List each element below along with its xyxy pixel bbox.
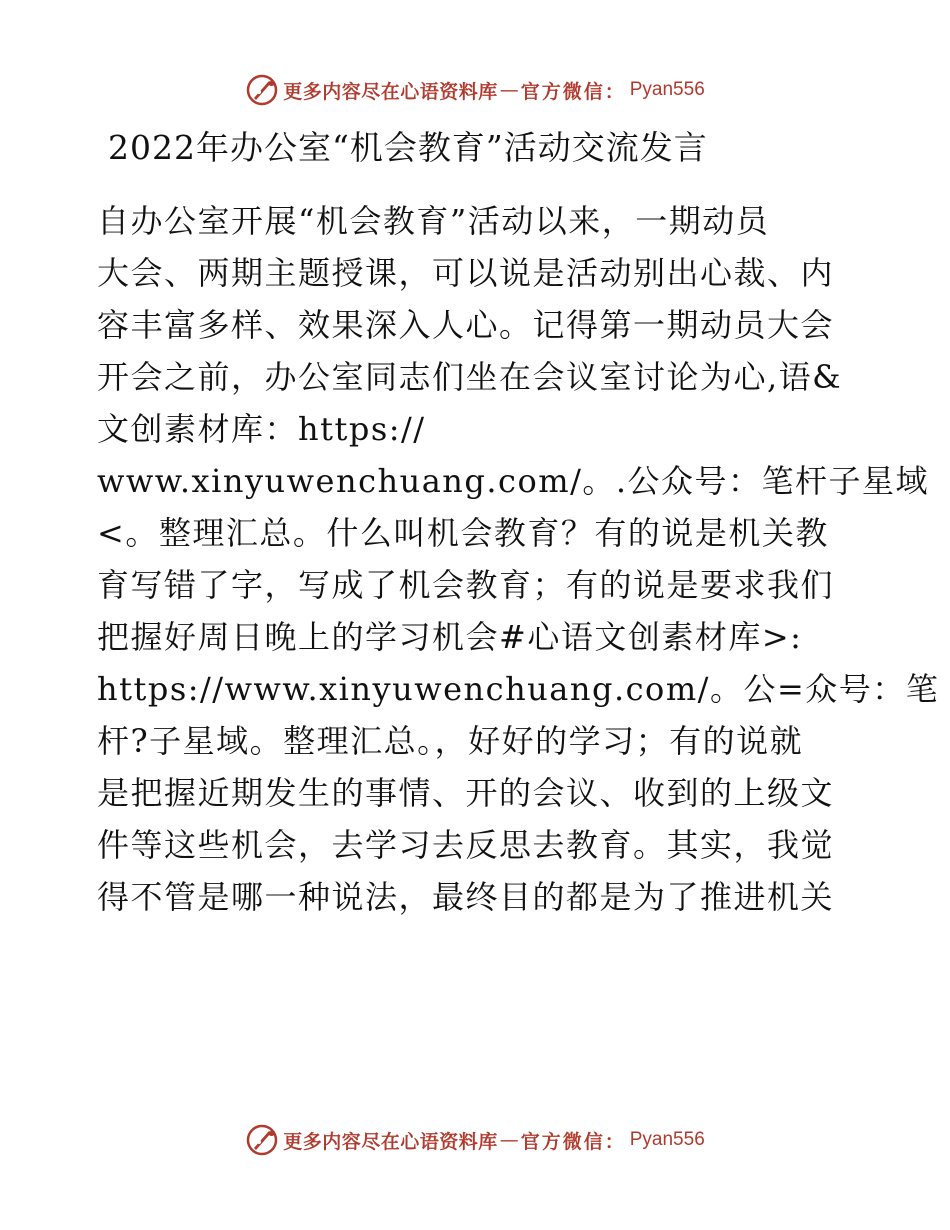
body-line: https://www.xinyuwenchuang.com/。公=众号：笔 [97, 670, 940, 708]
banner-official-label: 官方微信： [520, 1130, 626, 1153]
document-body [97, 195, 940, 923]
body-line: <。整理汇总。什么叫机会教育？有的说是机关教 [97, 514, 829, 552]
quill-pen-logo-icon [245, 1123, 279, 1157]
banner-dash: — [499, 1129, 519, 1151]
header-banner [0, 70, 950, 110]
body-line: 杆?子星域。整理汇总。，好好的学习；有的说就 [97, 722, 804, 760]
body-line: 自办公室开展“机会教育”活动以来，一期动员 [97, 202, 770, 240]
banner-wechat-id: Pyan556 [629, 79, 705, 100]
body-line: 得不管是哪一种说法，最终目的都是为了推进机关 [97, 878, 835, 916]
body-line: www.xinyuwenchuang.com/。.公众号：笔杆子星域 [97, 462, 930, 500]
quill-pen-logo-icon [245, 73, 279, 107]
body-line: 把握好周日晚上的学习机会#心语文创素材库>: [97, 618, 803, 656]
banner-dash: — [499, 79, 519, 101]
banner-wechat-id: Pyan556 [629, 1129, 705, 1150]
body-line: 是把握近期发生的事情、开的会议、收到的上级文 [97, 774, 835, 812]
footer-banner [0, 1120, 950, 1160]
body-line: 大会、两期主题授课，可以说是活动别出心裁、内 [97, 254, 835, 292]
document-title: 2022年办公室“机会教育”活动交流发言 [108, 128, 708, 167]
banner-brand-text: 更多内容尽在心语资料库 [283, 1130, 498, 1153]
body-line: 件等这些机会，去学习去反思去教育。其实，我觉 [97, 826, 835, 864]
body-line: 开会之前，办公室同志们坐在会议室讨论为心,语& [97, 358, 843, 396]
body-line: 文创素材库：https:// [97, 410, 426, 448]
body-line: 容丰富多样、效果深入人心。记得第一期动员大会 [97, 306, 835, 344]
banner-official-label: 官方微信： [520, 80, 626, 103]
banner-brand-text: 更多内容尽在心语资料库 [283, 80, 498, 103]
body-line: 育写错了字，写成了机会教育；有的说是要求我们 [97, 566, 835, 604]
